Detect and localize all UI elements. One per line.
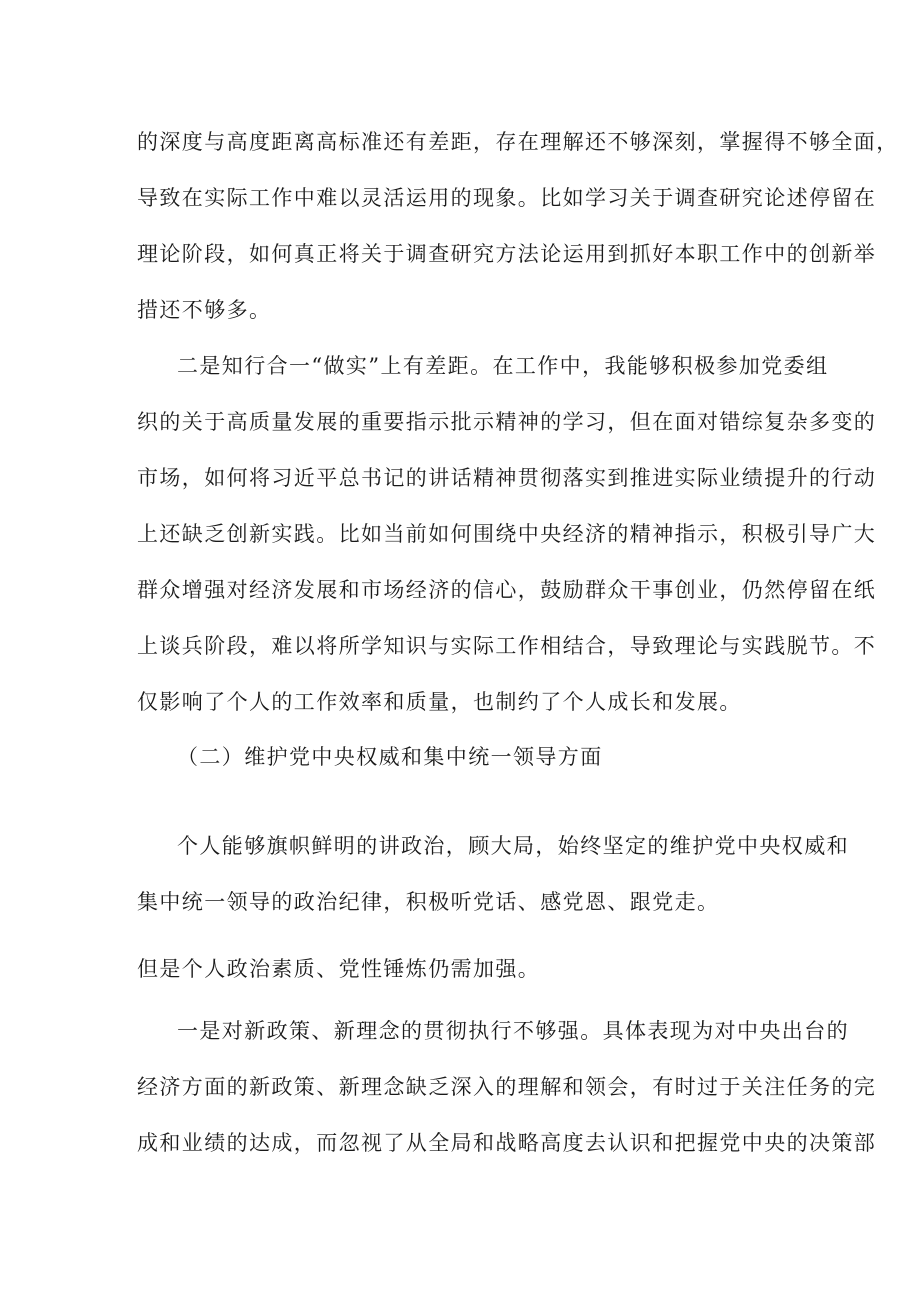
text-line: 集中统一领导的政治纪律，积极听党话、感党恩、跟党走。 [137,890,720,914]
text-line: 但是个人政治素质、党性锤炼仍需加强。 [137,957,541,981]
section-heading: （二）维护党中央权威和集中统一领导方面 [177,745,603,769]
text-line: 成和业绩的达成，而忽视了从全局和战略高度去认识和把握党中央的决策部 [137,1131,877,1155]
paragraph-start-line: 个人能够旗帜鲜明的讲政治，顾大局，始终坚定的维护党中央权威和 [177,834,849,858]
paragraph-start-line: 一是对新政策、新理念的贯彻执行不够强。具体表现为对中央出台的 [177,1019,849,1043]
text-line: 措还不够多。 [137,298,272,322]
text-line: 理论阶段，如何真正将关于调查研究方法论运用到抓好本职工作中的创新举 [137,242,877,266]
text-line: 上谈兵阶段，难以将所学知识与实际工作相结合，导致理论与实践脱节。不 [137,634,877,658]
text-line: 群众增强对经济发展和市场经济的信心，鼓励群众干事创业，仍然停留在纸 [137,578,877,602]
text-line: 导致在实际工作中难以灵活运用的现象。比如学习关于调查研究论述停留在 [137,186,877,210]
paragraph-start-line: 二是知行合一“做实”上有差距。在工作中，我能够积极参加党委组 [177,354,829,378]
text-line: 织的关于高质量发展的重要指示批示精神的学习，但在面对错综复杂多变的 [137,410,877,434]
text-line: 上还缺乏创新实践。比如当前如何围绕中央经济的精神指示，积极引导广大 [137,522,877,546]
text-line: 经济方面的新政策、新理念缺乏深入的理解和领会，有时过于关注任务的完 [137,1075,877,1099]
text-line: 市场，如何将习近平总书记的讲话精神贯彻落实到推进实际业绩提升的行动 [137,466,877,490]
text-line: 仅影响了个人的工作效率和质量，也制约了个人成长和发展。 [137,690,742,714]
text-line: 的深度与高度距离高标准还有差距，存在理解还不够深刻，掌握得不够全面， [137,130,899,154]
